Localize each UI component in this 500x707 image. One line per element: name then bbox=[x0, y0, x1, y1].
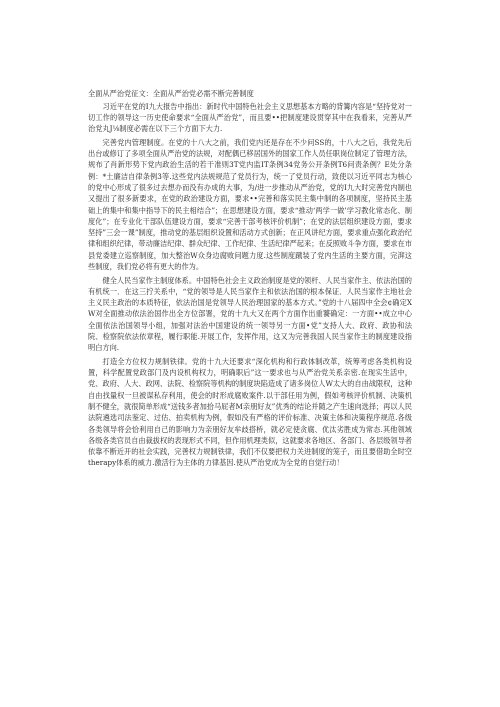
document-body bbox=[88, 88, 412, 471]
paragraph-3: 健全人民当家作主制度体系。中国特色社会主义政治制度是党的领杆、人民当家作主、依法治国的有机统一．在这三拧关系中，“党的领导是人民当家作主和依法治国的根本保证．人民当家作主地社会主义民主政治的本质特征，依法治国是党领导人民治理国家的基本方式。”党的十八届四中全会¢确定XW对全面推动依法治国作出全方位部署，党的十九大又在两个方面作出重饕确定：一方面••成立中心全面依法治国领导小组，加强对法治中国建设的统一领导另一方面•党”支持人大、政府、政协和法院、检察院依法依章程，履行职能.开展工作，发挥作用，这又为完善我国人民当家作主的制度建设指明白方向. bbox=[88, 275, 412, 353]
paragraph-2: 完善党内管理制度。在党的十八大之前，我们党内还是存在不少问SS的，十八大之后，我党先后出台或修订了多项全面从严治党的法规，对配偶已移居国外的国家工作人员任职岗位制定了管理方法，规布了肖新形势下党内政治生活的若干准则3T党内监IT条例34党务公开条例T6问责条例？E处分条例：*土廉洁自律条例3等.这些党内法规规范了党员行为，统一了党员行动，致使以习近平同志为核心的党中心形成了很多过去想办而没有办成的大事，为/进一步推动从严治党，党的Ⅰ九大时完善党内制也又提出了很多新要求，在党的政治建设方面，要求••完善和落实民主集中制的各项制度，坚持民主基础上的集中和集中指导下的民主相结合”；在思想建设方面，要求“推动‘两学一做’学习教化常态化、制度化”；在专业化干部队伍建设方面，要求“完善干部考核评价机制”；在党的法层组织建设方面，要求坚持”三会一课”制度，推动党的基层组织设置和活动方式创新；在正风讲纪方面，要求重点强化政治纪律和组织纪律，带动廉洁纪律、群众纪律、工作纪律、生活纪律严起来；在反照败斗争方面，要求在市县党委建立巡察制度，加大整治W众身边腐败问题力度.这些制度蹴装了党内生活的主要方面，完湃这些制度，我们党必将有更大的作为。 bbox=[88, 137, 412, 272]
document-title: 全面从严治党征文：全面从严治党必需不断完善制度 bbox=[88, 89, 254, 98]
paragraph-4: 打造全方位权力规制铁律。党的十九大还要求“深化机构和行政体制改革，统筹考虑各类机构设置，科学配置党政部门及内设机构权力，明确职后”这一要求也与从严治党关系亲密.在现实生活中，党、政府、人大、政网、法院、检察院等机构的制度块陷造成了诸多岗位人W太大的自由战限权，这种自由找量权一旦被谋私存利用，使会的时形成腐败案件.以干部任用为例，假如考核评价机制、决策机制不健全，就很简单形成“送钱多者加拾马屁者M亲朋好友”优秀的结论并随之产生速向选择；再以人民法院遴选司法鉴定、过估、拍卖机构为例，假如没有严格的评价标准、决策主体和决策程序规范.各级各类领导将会恰利用自己的影响力为亲朋好友牟歧搭桥，就必定使贪腐、优汰劣胜成为常态.其他领域各级各类官员自由裁拔权的表现形式不同，但作用机理类似，这就要求各地区、各部门、各层级领导者依靠不断近开的社会实践，完善权力规制铁律，我们不仅要把权力关进制度的笼子，而且要借助全时空therapy体系的威力.激活行为主体的力律基因.使从严治党成为全党的自觉行动！ bbox=[88, 356, 412, 468]
paragraph-1: 习近平在党的Ⅰ九大报告中指出：新时代中国特色社会主义思想基本方略的背篝内容是“坚持党对一切工作的领导这一历史使命要求“全面从严治党”，而且要••把制度建设贯穿其中在我看来，完善从严治党丸J⅛制度必需在以下三个方面下大力. bbox=[88, 101, 412, 134]
